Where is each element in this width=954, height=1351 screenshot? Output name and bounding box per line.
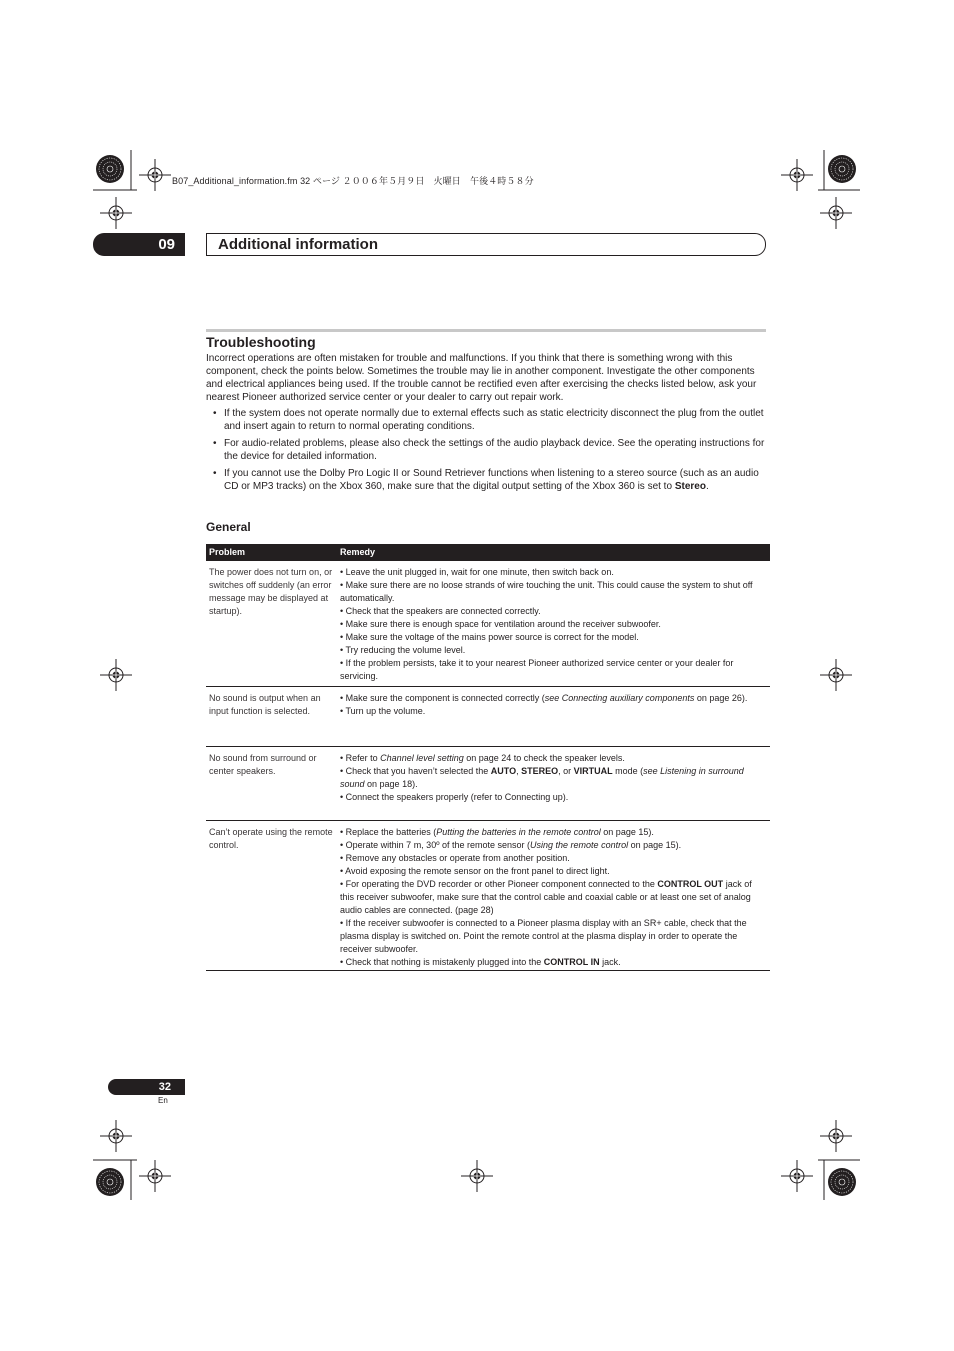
starburst-mark-top-left [96,155,124,183]
note-text: If you cannot use the Dolby Pro Logic II or Sound Retriever functions when listening to a stereo source (such as an audio CD or MP3 tracks) on the Xbox 360, make sure that the digital output setting of the Xbox 360 is set to [224,468,759,492]
crosshair-mark-top-left-a [139,159,171,191]
note-item [206,467,766,493]
starburst-mark-top-right [828,155,856,183]
note-bold: Stereo [674,481,706,492]
section-rule [206,329,766,332]
crosshair-mark-top-right-b [820,197,852,229]
remedy-text: on page 24 to check the speaker levels. [463,753,625,763]
crosshair-mark-bottom-right-b [820,1120,852,1152]
remedy-text: • For operating the DVD recorder or other Pioneer component connected to the [340,879,658,889]
note-item [206,437,766,463]
remedy-line: • Make sure there are no loose strands of wire touching the unit. This could cause the system to shut off automatically. [340,580,753,603]
remedy-line: • If the receiver subwoofer is connected to a Pioneer plasma display with an SR+ cable, check that the plasma display is switched on. Point the remote control at the plasma display in order to operate the receiver subwoofer. [340,918,747,954]
table-row [206,687,770,747]
remedy-text: , or [558,766,574,776]
remedy-line: • Turn up the volume. [340,706,426,716]
page-number-badge: 32 [108,1079,185,1095]
remedy-text: • Make sure the component is connected correctly ( [340,693,545,703]
remedy-text: • Replace the batteries ( [340,827,437,837]
remedy-cell [337,687,770,747]
remedy-line: • Leave the unit plugged in, wait for one minute, then switch back on. [340,567,614,577]
remedy-line [340,826,767,839]
problem-cell: No sound is output when an input function is selected. [206,687,337,747]
remedy-text: • Refer to [340,753,381,763]
chapter-title: Additional information [218,236,378,253]
starburst-mark-bottom-left [96,1168,124,1196]
crosshair-mark-bottom-left-b [100,1120,132,1152]
note-list [206,407,766,497]
header-remedy: Remedy [337,544,770,561]
remedy-line: • Remove any obstacles or operate from another position. [340,853,570,863]
remedy-line: • Check that the speakers are connected correctly. [340,606,541,616]
remedy-line: • Make sure there is enough space for ventilation around the receiver subwoofer. [340,619,661,629]
table-header-row [206,544,770,561]
remedy-line [340,765,767,791]
mode-stereo: STEREO [521,766,559,776]
remedy-line [340,878,767,917]
remedy-text: on page 15). [600,827,654,837]
remedy-cell [337,747,770,821]
crosshair-mark-bottom-center [461,1160,493,1192]
remedy-text: on page 15). [628,840,682,850]
bullet-dot: • [213,438,217,449]
remedy-cell [337,561,770,687]
header-problem: Problem [206,544,337,561]
note-item [206,407,766,433]
crosshair-mark-bottom-right-a [781,1160,813,1192]
problem-cell: Can’t operate using the remote control. [206,821,337,971]
remedy-line [340,752,767,765]
remedy-line: • Connect the speakers properly (refer to Connecting up). [340,792,569,802]
remedy-reference: Channel level setting [380,753,464,763]
note-end: . [705,481,709,492]
general-subtitle: General [206,520,251,534]
remedy-line: • Avoid exposing the remote sensor on the front panel to direct light. [340,866,610,876]
remedy-text: • Check that you haven’t selected the [340,766,491,776]
remedy-text: on page 26). [694,693,748,703]
remedy-line: • Make sure the voltage of the mains power source is correct for the model. [340,632,639,642]
crosshair-mark-top-left-b [100,197,132,229]
section-title: Troubleshooting [206,334,316,350]
note-text: If the system does not operate normally due to external effects such as static electricity disconnect the plug from the outlet and insert again to return to normal operating conditions. [224,408,764,432]
remedy-text: jack of this receiver subwoofer, make sure that the control cable and coaxial cable or at least one set of analog audio cables are connected. (page 28) [340,879,752,915]
crosshair-mark-mid-left [100,659,132,691]
remedy-text: mode ( [612,766,644,776]
crosshair-mark-bottom-left-a [139,1160,171,1192]
note-text: For audio-related problems, please also check the settings of the audio playback device. See the operating instructions for the device for detailed information. [224,438,765,462]
chapter-number-badge: 09 [93,233,185,256]
remedy-line [340,692,767,705]
remedy-reference: Connecting auxiliary components [561,693,695,703]
remedy-line [340,956,767,969]
mode-virtual: VIRTUAL [573,766,613,776]
bullet-dot: • [213,468,217,479]
problem-cell: The power does not turn on, or switches off suddenly (an error message may be displayed at startup). [206,561,337,687]
page-language: En [158,1096,168,1105]
remedy-text: • Check that nothing is mistakenly plugged into the [340,957,544,967]
table-row [206,747,770,821]
file-info-line: B07_Additional_information.fm 32 ページ ２００６年５月９日 火曜日 午後４時５８分 [172,176,534,186]
problem-cell: No sound from surround or center speakers. [206,747,337,821]
troubleshooting-table [206,544,770,971]
table-row [206,561,770,687]
remedy-text: • Operate within 7 m, 30º of the remote sensor ( [340,840,531,850]
remedy-text: jack. [599,957,621,967]
remedy-reference: Listening in surround sound [340,766,744,789]
chapter-title-box [206,233,766,256]
starburst-mark-bottom-right [828,1168,856,1196]
remedy-line: • Try reducing the volume level. [340,645,466,655]
crosshair-mark-mid-right [820,659,852,691]
control-in-jack: CONTROL IN [543,957,600,967]
control-out-jack: CONTROL OUT [657,879,724,889]
remedy-reference: Putting the batteries in the remote control [436,827,601,837]
remedy-italic: see [643,766,661,776]
remedy-italic: see [544,693,562,703]
remedy-line [340,839,767,852]
bullet-dot: • [213,408,217,419]
remedy-text: on page 18). [364,779,418,789]
mode-auto: AUTO [490,766,517,776]
remedy-line: • If the problem persists, take it to your nearest Pioneer authorized service center or your dealer for servicing. [340,658,734,681]
crosshair-mark-top-right-a [781,159,813,191]
table-row [206,821,770,971]
remedy-text: , [516,766,522,776]
remedy-reference: Using the remote control [530,840,629,850]
intro-paragraph: Incorrect operations are often mistaken for trouble and malfunctions. If you think that there is something wrong with this component, check the points below. Sometimes the trouble may lie in another component. Investigate the other components and electrical appliances being used. If the trouble cannot be rectified even after exercising the checks listed below, ask your nearest Pioneer authorized service center or your dealer to carry out repair work. [206,353,757,403]
remedy-cell [337,821,770,971]
